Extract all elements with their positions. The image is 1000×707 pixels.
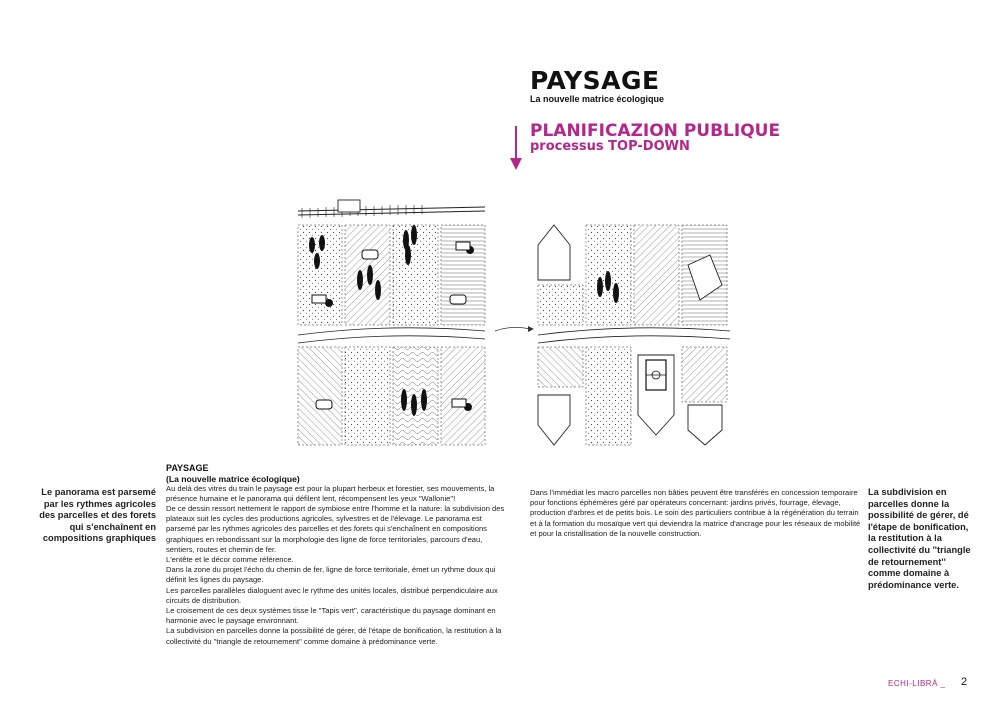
planning-title: PLANIFICAZION PUBLIQUE (530, 121, 781, 141)
left-parcels (298, 225, 485, 325)
page-title: PAYSAGE (530, 66, 660, 95)
body-subheading: (La nouvelle matrice écologique) (166, 473, 300, 484)
right-parcels (538, 225, 730, 445)
footer-label: ECHI-LIBRÀ _ (888, 679, 946, 688)
railway-track (298, 200, 485, 218)
body-paragraph: L'entête et le décor comme référence. (166, 554, 294, 564)
body-paragraph: Les parcelles parallèles dialoguent avec le rythme des unités locales, distribué perpendiculaire aux circuits de distribution. (166, 585, 498, 605)
side-note-right: La subdivision en parcelles donne la possibilité de gérer, dé l'étape de bonification, la restitution à la collectivité du ''triangle de retournement'' comme domaine à prédominance verte. (868, 487, 971, 590)
page-number: 2 (961, 676, 968, 688)
body-paragraph: La subdivision en parcelles donne la possibilité de gérer, dé l'étape de bonification, la restitution à la collectivité du "triangle de retournement" comme domaine à prédominance verte. (166, 626, 502, 646)
body-paragraph: De ce dessin ressort nettement le rapport de symbiose entre l'homme et la nature: la subdivision des plateaux suit les cycles des productions agricoles, sylvestres et de l'élevage. Le panorama est parsemé par les rythmes agricoles des parcelles et des forets qui s'enchaînent en compositions graphiques en rebondissant sur la morphologie des ligne de force territoriales, parcours d'eau, sentiers, routes et chemin de fer. (166, 503, 505, 554)
body-paragraph: Dans la zone du projet l'écho du chemin de fer, ligne de force territoriale, émet un rythme doux qui définit les lignes du paysage. (166, 565, 496, 585)
body-paragraph: Le croisement de ces deux systèmes tisse le "Tapis vert", caractéristique du paysage dominant en harmonie avec le paysage environnant. (166, 605, 496, 626)
body-paragraph: Au delà des vitres du train le paysage est pour la plupart herbeux et forestier, ses mouvements, la présence humaine et le panorama qui défilent lent, récompensent les yeux "Wallonie"! (166, 483, 495, 503)
planning-subtitle: processus TOP-DOWN (530, 139, 690, 154)
landscape-illustration (290, 195, 740, 450)
down-arrow-icon (509, 126, 523, 170)
body-heading: PAYSAGE (166, 463, 209, 473)
body-text (166, 463, 508, 647)
side-note-left: Le panorama est parsemé par les rythmes agricoles des parcelles et des forets qui s'enchaînent en compositions graphiques (39, 487, 156, 544)
left-parcels-bottom (298, 347, 485, 445)
right-column-text: Dans l'immédiat les macro parcelles non bâties peuvent être transférés en concession temporaire pour fonctions éphémères géré par opérateurs concernant: jardins privés, fourrage, élevage, production d'arbres et de petits bois. Le soin des particuliers contribue à la régénération du terrain et à la formation du mosaïque vert qui deviendra la matrice d'ancrage pour les réseaux de mobilité et pour la cristallisation de la nouvelle construction. (530, 488, 861, 538)
page-subtitle: La nouvelle matrice écologique (530, 94, 665, 104)
